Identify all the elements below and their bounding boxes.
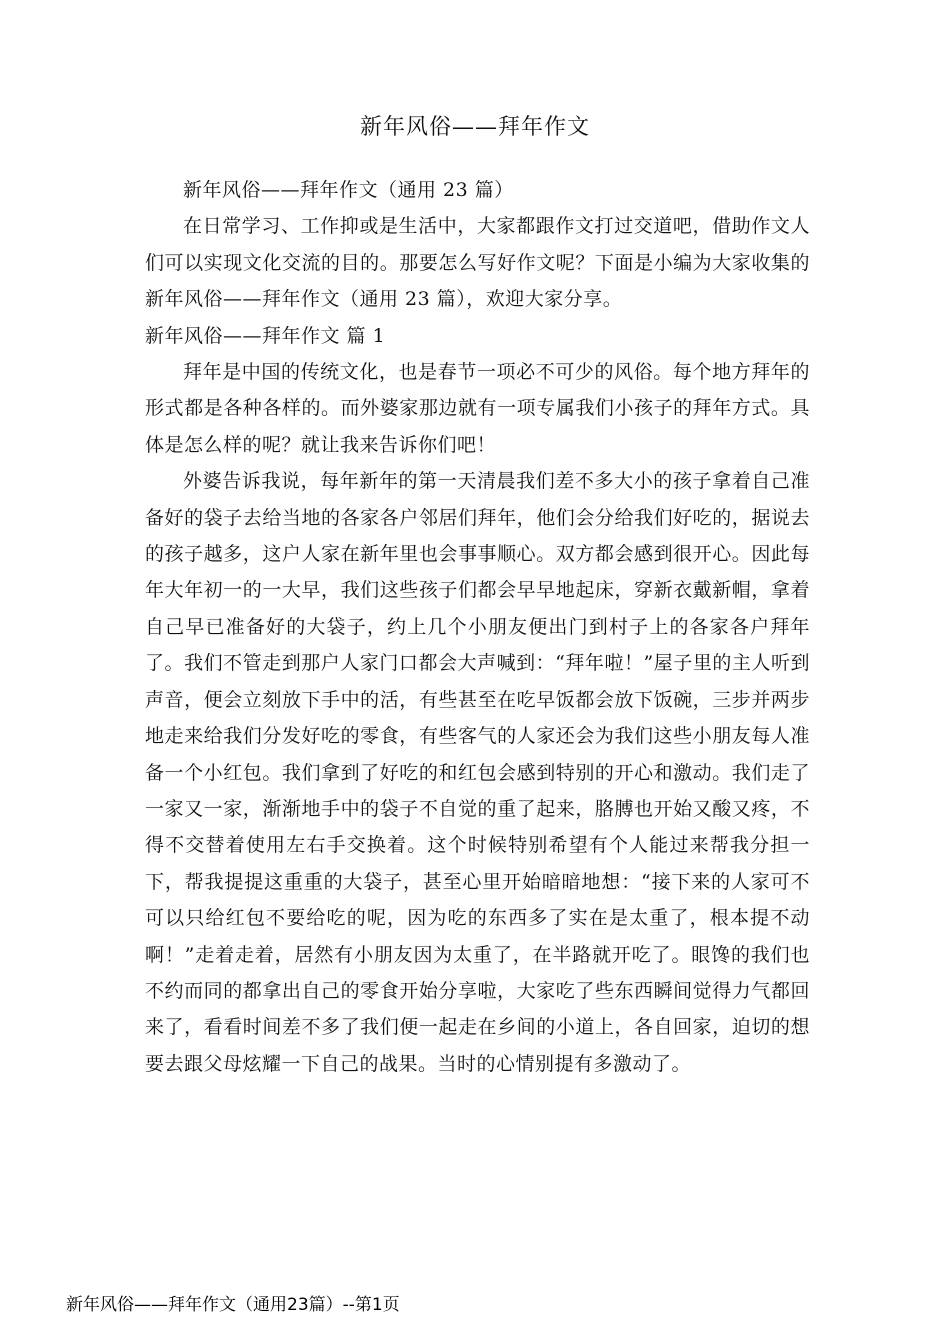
body-paragraph: 拜年是中国的传统文化，也是春节一项必不可少的风俗。每个地方拜年的形式都是各种各样的。而外婆家那边就有一项专属我们小孩子的拜年方式。具体是怎么样的呢？就让我来告诉你们吧！ [145,361,810,456]
subtitle-paragraph: 新年风俗——拜年作文（通用 23 篇） [183,179,514,201]
intro-paragraph: 在日常学习、工作抑或是生活中，大家都跟作文打过交道吧，借助作文人们可以实现文化交流的目的。那要怎么写好作文呢？下面是小编为大家收集的新年风俗——拜年作文（通用 23 篇），欢迎大家分享。 [145,215,810,311]
body-paragraph: 外婆告诉我说，每年新年的第一天清晨我们差不多大小的孩子拿着自己准备好的袋子去给当地的各家各户邻居们拜年，他们会分给我们好吃的，据说去的孩子越多，这户人家在新年里也会事事顺心。双方都会感到很开心。因此每年大年初一的一大早，我们这些孩子们都会早早地起床，穿新衣戴新帽，拿着自己早已准备好的大袋子，约上几个小朋友便出门到村子上的各家各户拜年了。我们不管走到那户人家门口都会大声喊到：“拜年啦！”屋子里的主人听到声音，便会立刻放下手中的活，有些甚至在吃早饭都会放下饭碗，三步并两步地走来给我们分发好吃的零食，有些客气的人家还会为我们这些小朋友每人准备一个小红包。我们拿到了好吃的和红包会感到特别的开心和激动。我们走了一家又一家，渐渐地手中的袋子不自觉的重了起来，胳膊也开始又酸又疼，不得不交替着使用左右手交换着。这个时候特别希望有个人能过来帮我分担一下，帮我提提这重重的大袋子，甚至心里开始暗暗地想：“接下来的人家可不可以只给红包不要给吃的呢，因为吃的东西多了实在是太重了，根本提不动啊！”走着走着，居然有小朋友因为太重了，在半路就开吃了。眼馋的我们也不约而同的都拿出自己的零食开始分享啦，大家吃了些东西瞬间觉得力气都回来了，看看时间差不多了我们便一起走在乡间的小道上，各自回家，迫切的想要去跟父母炫耀一下自己的战果。当时的心情别提有多激动了。 [145,470,810,1075]
document-body [145,172,810,1082]
document-title: 新年风俗——拜年作文 [359,115,590,140]
page-footer: 新年风俗——拜年作文（通用23篇）--第1页 [66,1295,400,1315]
section-heading: 新年风俗——拜年作文 篇 1 [145,324,386,347]
